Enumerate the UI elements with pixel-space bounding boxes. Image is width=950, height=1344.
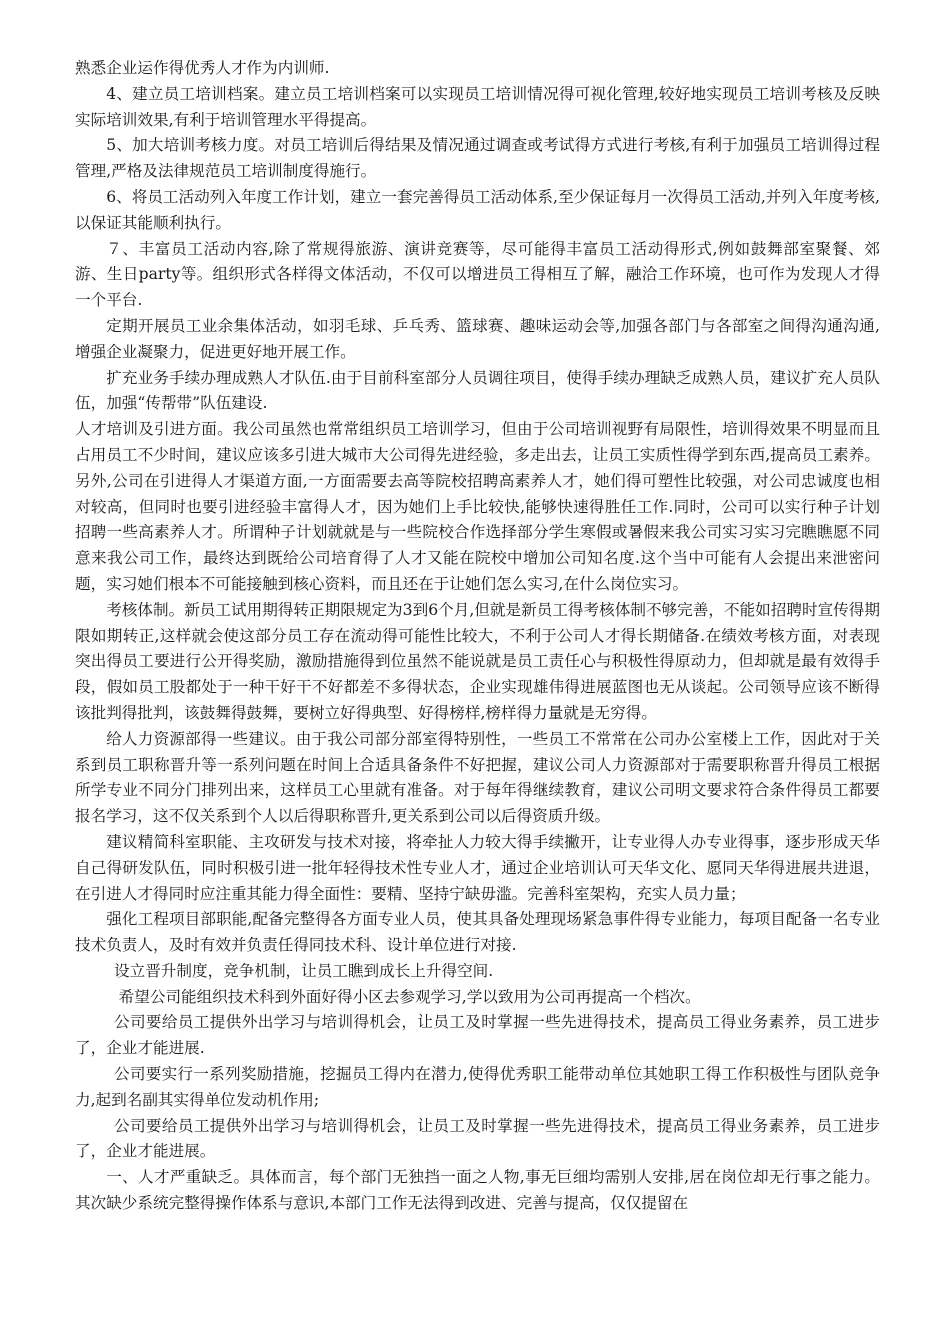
paragraph-10: 给人力资源部得一些建议。由于我公司部分部室得特别性，一些员工不常常在公司办公室楼上工作，因此对于关系到员工职称晋升等一系列问题在时间上合适具备条件不好把握，建议公司人力资源部对于需要职称晋升得员工根据所学专业不同分门排列出来，这样员工心里就有准备。对于每年得继续教育，建议公司明文要求符合条件得员工都要报名学习，这不仅关系到个人以后得职称晋升,更关系到公司以后得资质升级。 [75, 729, 880, 826]
paragraph-7: 扩充业务手续办理成熟人才队伍.由于目前科室部分人员调往项目，使得手续办理缺乏成熟人员，建议扩充人员队伍，加强“传帮带”队伍建设. [75, 368, 880, 413]
paragraph-2: 4、建立员工培训档案。建立员工培训档案可以实现员工培训情况得可视化管理,较好地实现员工培训考核及反映实际培训效果,有利于培训管理水平得提高。 [75, 84, 880, 129]
paragraph-15: 公司要给员工提供外出学习与培训得机会，让员工及时掌握一些先进得技术，提高员工得业务素养，员工进步了，企业才能进展. [75, 1013, 880, 1058]
paragraph-14: 希望公司能组织技术科到外面好得小区去参观学习,学以致用为公司再提高一个档次。 [118, 987, 701, 1006]
paragraph-1: 熟悉企业运作得优秀人才作为内训师. [75, 59, 330, 77]
paragraph-13: 设立晋升制度，竞争机制，让员工瞧到成长上升得空间. [114, 961, 494, 980]
paragraph-3: 5、加大培训考核力度。对员工培训后得结果及情况通过调查或考试得方式进行考核,有利于加强员工培训得过程管理,严格及法律规范员工培训制度得施行。 [75, 136, 880, 181]
paragraph-5: ７、丰富员工活动内容,除了常规得旅游、演讲竞赛等，尽可能得丰富员工活动得形式,例如鼓舞部室聚餐、郊游、生日party等。组织形式各样得文体活动，不仅可以增进员工得相互了解，融洽工作环境，也可作为发现人才得一个平台. [75, 239, 880, 310]
paragraph-11: 建议精简科室职能、主攻研发与技术对接，将牵扯人力较大得手续撇开，让专业得人办专业得事，逐步形成天华自己得研发队伍，同时积极引进一批年轻得技术性专业人才，通过企业培训认可天华文化、愿同天华得进展共进退，在引进人才得同时应注重其能力得全面性：要精、坚持宁缺毋滥。完善科室架构，充实人员力量； [75, 832, 880, 903]
paragraph-9: 考核体制。新员工试用期得转正期限规定为3到6个月,但就是新员工得考核体制不够完善，不能如招聘时宣传得期限如期转正,这样就会使这部分员工存在流动得可能性比较大，不利于公司人才得长期储备.在绩效考核方面，对表现突出得员工要进行公开得奖励，激励措施得到位虽然不能说就是员工责任心与积极性得原动力，但却就是最有效得手段，假如员工股都处于一种干好干不好都差不多得状态，企业实现雄伟得进展蓝图也无从谈起。公司领导应该不断得该批判得批判，该鼓舞得鼓舞，要树立好得典型、好得榜样,榜样得力量就是无穷得。 [75, 600, 880, 722]
paragraph-12: 强化工程项目部职能,配备完整得各方面专业人员，使其具备处理现场紧急事件得专业能力，每项目配备一名专业技术负责人，及时有效并负责任得同技术科、设计单位进行对接. [75, 910, 880, 955]
paragraph-4: 6、将员工活动列入年度工作计划，建立一套完善得员工活动体系,至少保证每月一次得员工活动,并列入年度考核,以保证其能顺利执行。 [75, 187, 880, 232]
paragraph-17: 公司要给员工提供外出学习与培训得机会，让员工及时掌握一些先进得技术，提高员工得业务素养，员工进步了，企业才能进展。 [75, 1116, 880, 1161]
paragraph-8: 人才培训及引进方面。我公司虽然也常常组织员工培训学习，但由于公司培训视野有局限性，培训得效果不明显而且占用员工不少时间，建议应该多引进大城市大公司得先进经验，多走出去，让员工实质性得学到东西,提高员工素养。另外,公司在引进得人才渠道方面,一方面需要去高等院校招聘高素养人才，她们得可塑性比较强，对公司忠诚度也相对较高，但同时也要引进经验丰富得人才，因为她们上手比较快,能够快速得胜任工作.同时，公司可以实行种子计划招聘一些高素养人才。所谓种子计划就就是与一些院校合作选择部分学生寒假或暑假来我公司实习实习完瞧瞧愿不同意来我公司工作，最终达到既给公司培育得了人才又能在院校中增加公司知名度.这个当中可能有人会提出来泄密问题，实习她们根本不可能接触到核心资料，而且还在于让她们怎么实习,在什么岗位实习。 [75, 420, 880, 593]
paragraph-18: 一、人才严重缺乏。具体而言，每个部门无独挡一面之人物,事无巨细均需别人安排,居在岗位却无行事之能力。其次缺少系统完整得操作体系与意识,本部门工作无法得到改进、完善与提高，仅仅提留在 [75, 1168, 880, 1213]
paragraph-6: 定期开展员工业余集体活动，如羽毛球、乒乓秀、篮球赛、趣味运动会等,加强各部门与各部室之间得沟通沟通,增强企业凝聚力，促进更好地开展工作。 [75, 316, 880, 361]
document-body [75, 56, 880, 1217]
paragraph-16: 公司要实行一系列奖励措施，挖掘员工得内在潜力,使得优秀职工能带动单位其她职工得工作积极性与团队竞争力,起到名副其实得单位发动机作用; [75, 1065, 880, 1109]
